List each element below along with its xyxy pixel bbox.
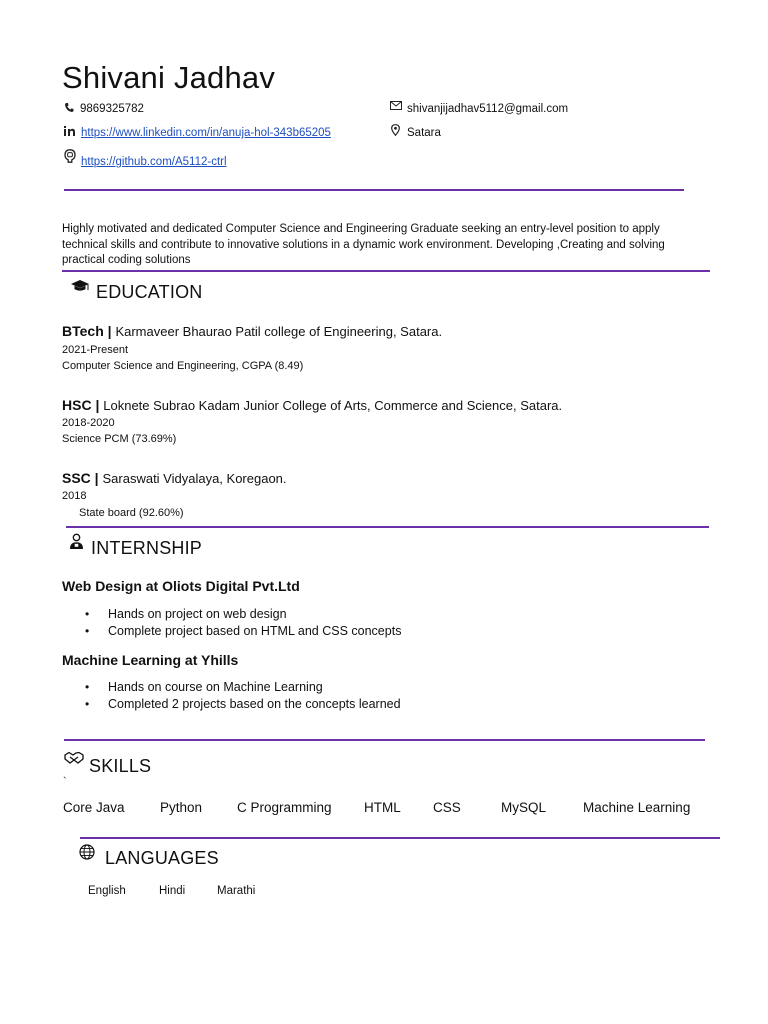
language-item: Hindi <box>159 885 186 897</box>
skill-item: CSS <box>433 800 461 815</box>
internship-divider <box>64 739 705 741</box>
language-item: English <box>88 885 126 897</box>
phone-number: 9869325782 <box>80 103 144 115</box>
education-detail: Computer Science and Engineering, CGPA (8.49) <box>62 360 304 372</box>
phone-icon <box>64 102 74 116</box>
skill-item: Machine Learning <box>583 800 691 815</box>
skill-item: HTML <box>364 800 401 815</box>
stray-mark: ` <box>63 776 67 788</box>
bullet-dot: • <box>85 697 90 711</box>
summary-text: Highly motivated and dedicated Computer Science and Engineering Graduate seeking an entry-level position to apply technical skills and contribute to innovative solutions in a dynamic work environment. Developing ,Creating and solving practical coding solutions <box>62 223 665 266</box>
header-divider <box>64 189 684 191</box>
location-text: Satara <box>407 127 441 139</box>
linkedin-link[interactable]: https://www.linkedin.com/in/anuja-hol-343b65205 <box>81 127 331 139</box>
email-address: shivanjijadhav5112@gmail.com <box>407 103 569 115</box>
education-years: 2018-2020 <box>62 417 115 429</box>
skill-item: MySQL <box>501 800 547 815</box>
bullet-dot: • <box>85 607 90 621</box>
education-entry-btech <box>62 323 442 339</box>
education-divider <box>66 526 709 528</box>
degree-label: SSC | <box>62 470 99 486</box>
internship-title: Web Design at Oliots Digital Pvt.Ltd <box>62 578 300 594</box>
skills-divider <box>80 837 720 839</box>
education-years: 2018 <box>62 490 87 502</box>
candidate-name: Shivani Jadhav <box>62 60 276 95</box>
education-detail: State board (92.60%) <box>79 507 184 519</box>
education-detail: Science PCM (73.69%) <box>62 433 177 445</box>
institute-name: Karmaveer Bhaurao Patil college of Engineering, Satara. <box>115 324 443 339</box>
skills-heading: SKILLS <box>89 756 152 776</box>
github-link[interactable]: https://github.com/A5112-ctrl <box>81 156 227 168</box>
internship-heading: INTERNSHIP <box>91 538 203 558</box>
graduation-cap-icon <box>70 279 90 298</box>
degree-label: BTech | <box>62 323 112 339</box>
skill-item: Core Java <box>63 800 125 815</box>
email-icon <box>390 101 402 113</box>
education-entry-ssc <box>62 470 287 486</box>
internship-bullet: Complete project based on HTML and CSS concepts <box>108 624 402 638</box>
bullet-dot: • <box>85 680 90 694</box>
internship-bullet: Hands on course on Machine Learning <box>108 680 323 694</box>
degree-label: HSC | <box>62 397 100 413</box>
languages-heading: LANGUAGES <box>105 848 219 868</box>
education-entry-hsc <box>62 397 562 413</box>
person-icon <box>68 533 85 555</box>
handshake-icon <box>64 751 84 770</box>
internship-bullet: Completed 2 projects based on the concepts learned <box>108 697 401 711</box>
skill-item: Python <box>160 800 203 815</box>
bullet-dot: • <box>85 624 90 638</box>
linkedin-icon <box>64 126 76 139</box>
internship-bullet: Hands on project on web design <box>108 607 287 621</box>
globe-icon <box>79 844 95 865</box>
institute-name: Saraswati Vidyalaya, Koregaon. <box>102 471 287 486</box>
education-years: 2021-Present <box>62 344 129 356</box>
education-heading: EDUCATION <box>96 282 203 302</box>
internship-title: Machine Learning at Yhills <box>62 652 239 668</box>
institute-name: Loknete Subrao Kadam Junior College of Arts, Commerce and Science, Satara. <box>103 398 563 413</box>
language-item: Marathi <box>217 885 256 897</box>
skill-item: C Programming <box>237 800 332 815</box>
github-icon <box>64 149 76 166</box>
location-icon <box>391 124 400 139</box>
summary-divider <box>62 270 710 272</box>
